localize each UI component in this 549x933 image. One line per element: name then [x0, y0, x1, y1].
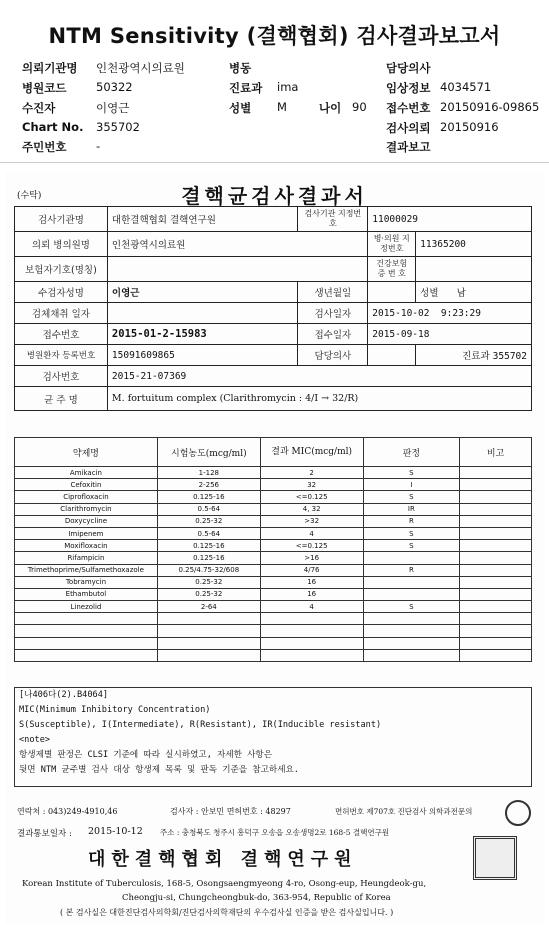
drug-row [15, 467, 532, 479]
drug-range: 0.125-16 [157, 552, 260, 564]
drug-mic: 4 [260, 527, 363, 539]
drug-mic: <=0.125 [260, 540, 363, 552]
label-chart-no: Chart No. [22, 120, 84, 134]
drug-name: Imipenem [15, 527, 158, 539]
drug-row [15, 613, 532, 625]
drug-remark [460, 588, 532, 600]
label-ward: 병동 [229, 61, 252, 75]
drug-interpretation: S [363, 527, 460, 539]
drug-mic: 4/76 [260, 564, 363, 576]
drug-interpretation [363, 588, 460, 600]
species-label: 균 주 명 [15, 387, 108, 411]
drug-name: Amikacin [15, 467, 158, 479]
value-sex: M [277, 100, 287, 114]
report-date: 2015-10-12 [88, 826, 143, 837]
note-line: 뒷면 NTM 균주별 검사 대상 항생제 목록 및 판독 기준을 참고하세요. [19, 765, 299, 775]
reg-label: 병원환자 등록번호 [15, 345, 108, 366]
footer-cert: ( 본 검사실은 대한진단검사의학회/진단검사의학재단의 우수검사실 인증을 받은 검사실입니다. ) [60, 908, 394, 917]
note-line: S(Susceptible), I(Intermediate), R(Resistant), IR(Inducible resistant) [19, 720, 382, 730]
drug-interpretation: S [363, 467, 460, 479]
drug-range: 0.125-16 [157, 491, 260, 503]
drug-row [15, 552, 532, 564]
label-request-date: 검사의뢰 [386, 121, 431, 135]
footer-en1: Korean Institute of Tuberculosis, 168-5, Osongsaengmyeong 4-ro, Osong-eup, Heungdeok-gu, [22, 879, 427, 889]
label-department: 진료과 [229, 81, 263, 95]
footer-tester: 검사자 : 안보민 면허번호 : 48297 [170, 807, 291, 816]
instcode-label: 검사기관 지정번호 [298, 207, 368, 232]
drug-range: 2-256 [157, 479, 260, 491]
drug-name: Cefoxitin [15, 479, 158, 491]
drug-row [15, 588, 532, 600]
drug-mic: <=0.125 [260, 491, 363, 503]
drug-interpretation: S [363, 491, 460, 503]
drug-range: 0.25-32 [157, 515, 260, 527]
drug-remark [460, 503, 532, 515]
insurer-label: 보험자기호(명칭) [15, 257, 108, 282]
drug-name: Clarithromycin [15, 503, 158, 515]
hosp-label: 의뢰 병의원명 [15, 232, 108, 257]
drug-mic: 4, 32 [260, 503, 363, 515]
drug-remark [460, 564, 532, 576]
drug-header: 결과 MIC(mcg/ml) [260, 438, 363, 467]
drug-range: 0.25/4.75-32/608 [157, 564, 260, 576]
hc-label: 건강보험 증 번 호 [368, 257, 416, 282]
footer-license: 면허번호 제707호 진단검사 의학과전문의 [335, 807, 473, 816]
drug-remark [460, 540, 532, 552]
testtime-value: 9:23:29 [440, 307, 481, 319]
institution-seal [473, 836, 517, 880]
drug-range [157, 649, 260, 661]
drug-mic [260, 625, 363, 637]
inst-value: 대한결핵협회 결핵연구원 [107, 207, 298, 232]
report-date-label: 결과통보일자 : [17, 829, 72, 839]
drug-mic: >32 [260, 515, 363, 527]
value-request-date: 20150916 [440, 120, 499, 134]
doctor-label: 담당의사 [298, 345, 368, 366]
drug-range: 1-128 [157, 467, 260, 479]
drug-interpretation: I [363, 479, 460, 491]
drug-mic: >16 [260, 552, 363, 564]
label-result-report: 결과보고 [386, 140, 431, 154]
drug-name [15, 613, 158, 625]
drug-header: 판정 [363, 438, 460, 467]
hospcode-label: 병·의원 지정번호 [368, 232, 416, 257]
drug-table [14, 437, 532, 662]
dept-value: 355702 [492, 351, 527, 362]
drug-mic: 4 [260, 601, 363, 613]
reg-value: 15091609865 [107, 345, 298, 366]
drug-row [15, 491, 532, 503]
drug-mic [260, 649, 363, 661]
instcode-value: 11000029 [368, 207, 532, 232]
drug-row [15, 515, 532, 527]
drug-row [15, 649, 532, 661]
recvdate-label: 접수일자 [298, 324, 368, 345]
hosp-value: 인천광역시의료원 [107, 232, 367, 257]
drug-remark [460, 479, 532, 491]
value-department: ima [277, 80, 299, 94]
value-hospital-code: 50322 [96, 80, 133, 94]
testdate-label: 검사일자 [298, 303, 368, 324]
drug-name: Ethambutol [15, 588, 158, 600]
physician-stamp [505, 800, 531, 826]
drug-interpretation [363, 576, 460, 588]
recv-value: 2015-01-2-15983 [107, 324, 298, 345]
drug-range: 0.5-64 [157, 503, 260, 515]
drug-remark [460, 649, 532, 661]
value-chart-no: 355702 [96, 120, 140, 134]
drug-remark [460, 515, 532, 527]
inst-label: 검사기관명 [15, 207, 108, 232]
report-title: 결핵균검사결과서 [181, 184, 368, 208]
drug-remark [460, 613, 532, 625]
drug-row [15, 503, 532, 515]
collect-value [107, 303, 298, 324]
drug-range [157, 613, 260, 625]
name-label: 수검자성명 [15, 282, 108, 303]
drug-interpretation [363, 625, 460, 637]
header-divider [0, 162, 549, 163]
drug-range [157, 625, 260, 637]
testno-value: 2015-21-07369 [107, 366, 531, 387]
drug-name: Rifampicin [15, 552, 158, 564]
drug-range: 0.125-16 [157, 540, 260, 552]
drug-range: 0.25-32 [157, 576, 260, 588]
drug-remark [460, 625, 532, 637]
drug-row [15, 601, 532, 613]
drug-row [15, 625, 532, 637]
note-line: 항생제별 판정은 CLSI 기준에 따라 실시하였고, 자세한 사항은 [19, 750, 273, 760]
drug-mic: 2 [260, 467, 363, 479]
drug-row [15, 479, 532, 491]
label-resident-no: 주민번호 [22, 140, 67, 154]
value-patient: 이영근 [96, 101, 130, 115]
dob-value [368, 282, 416, 303]
recv-label: 접수번호 [15, 324, 108, 345]
drug-range: 0.5-64 [157, 527, 260, 539]
drug-row [15, 637, 532, 649]
drug-header: 시험농도(mcg/ml) [157, 438, 260, 467]
label-hospital-code: 병원코드 [22, 81, 67, 95]
drug-mic [260, 637, 363, 649]
drug-remark [460, 467, 532, 479]
label-receipt-no: 접수번호 [386, 101, 431, 115]
drug-header: 비고 [460, 438, 532, 467]
drug-interpretation [363, 637, 460, 649]
page-title: NTM Sensitivity (결핵협회) 검사결과보고서 [48, 24, 501, 48]
sex-value: 남 [456, 288, 466, 299]
patient-info-table [14, 206, 532, 411]
drug-remark [460, 552, 532, 564]
drug-interpretation: R [363, 515, 460, 527]
drug-name: Linezolid [15, 601, 158, 613]
drug-remark [460, 527, 532, 539]
drug-remark [460, 601, 532, 613]
label-sex: 성별 [229, 101, 252, 115]
footer-address: 주소 : 충청북도 청주시 흥덕구 오송읍 오송생명2로 168-5 결핵연구원 [160, 828, 390, 837]
drug-range: 0.25-32 [157, 588, 260, 600]
hospcode-value: 11365200 [416, 232, 532, 257]
footer-en2: Cheongju-si, Chungcheongbuk-do, 363-954, Republic of Korea [122, 893, 391, 903]
drug-range [157, 637, 260, 649]
footer-contact: 연락처 : 043)249-4910,46 [17, 807, 118, 816]
dob-label: 생년월일 [298, 282, 368, 303]
testno-label: 검사번호 [15, 366, 108, 387]
value-receipt-no: 20150916-09865 [440, 100, 540, 114]
drug-name: Doxycycline [15, 515, 158, 527]
value-age: 90 [352, 100, 367, 114]
drug-mic: 16 [260, 576, 363, 588]
drug-row [15, 540, 532, 552]
drug-interpretation [363, 649, 460, 661]
drug-mic [260, 613, 363, 625]
drug-row [15, 564, 532, 576]
drug-name: Ciprofloxacin [15, 491, 158, 503]
doctor-value [368, 345, 416, 366]
drug-remark [460, 491, 532, 503]
drug-interpretation [363, 613, 460, 625]
drug-remark [460, 576, 532, 588]
notes-box [14, 687, 532, 787]
drug-mic: 16 [260, 588, 363, 600]
value-resident-no: - [96, 139, 101, 153]
drug-interpretation: R [363, 564, 460, 576]
species-value: M. fortuitum complex (Clarithromycin : 4/I → 32/R) [107, 387, 531, 411]
drug-mic: 32 [260, 479, 363, 491]
drug-row [15, 527, 532, 539]
value-clinical-info: 4034571 [440, 80, 492, 94]
drug-interpretation: S [363, 540, 460, 552]
report-tag: (수탁) [17, 191, 42, 201]
insurer-value [107, 257, 367, 282]
sex-label: 성별 [420, 288, 439, 299]
drug-name [15, 637, 158, 649]
label-institution: 의뢰기관명 [22, 61, 78, 75]
drug-name [15, 625, 158, 637]
recvdate-value: 2015-09-18 [368, 324, 532, 345]
hc-value [416, 257, 532, 282]
testdate-value: 2015-10-02 [372, 307, 430, 319]
note-line: [나406다(2).B4064] [19, 690, 109, 700]
label-patient: 수진자 [22, 101, 56, 115]
footer-org: 대한결핵협회 결핵연구원 [88, 849, 358, 870]
label-doctor: 담당의사 [386, 61, 431, 75]
drug-name [15, 649, 158, 661]
note-line: <note> [19, 735, 51, 745]
drug-range: 2-64 [157, 601, 260, 613]
drug-interpretation: S [363, 601, 460, 613]
note-line: MIC(Minimum Inhibitory Concentration) [19, 705, 211, 715]
drug-interpretation [363, 552, 460, 564]
drug-header: 약제명 [15, 438, 158, 467]
drug-remark [460, 637, 532, 649]
value-institution: 인천광역시의료원 [96, 61, 185, 75]
label-clinical-info: 임상정보 [386, 81, 431, 95]
drug-interpretation: IR [363, 503, 460, 515]
drug-name: Trimethoprime/Sulfamethoxazole [15, 564, 158, 576]
drug-name: Moxifloxacin [15, 540, 158, 552]
drug-name: Tobramycin [15, 576, 158, 588]
name-value: 이영근 [107, 282, 298, 303]
dept-label: 진료과 [462, 351, 490, 362]
label-age: 나이 [319, 101, 342, 115]
drug-row [15, 576, 532, 588]
collect-label: 검체채취 일자 [15, 303, 108, 324]
